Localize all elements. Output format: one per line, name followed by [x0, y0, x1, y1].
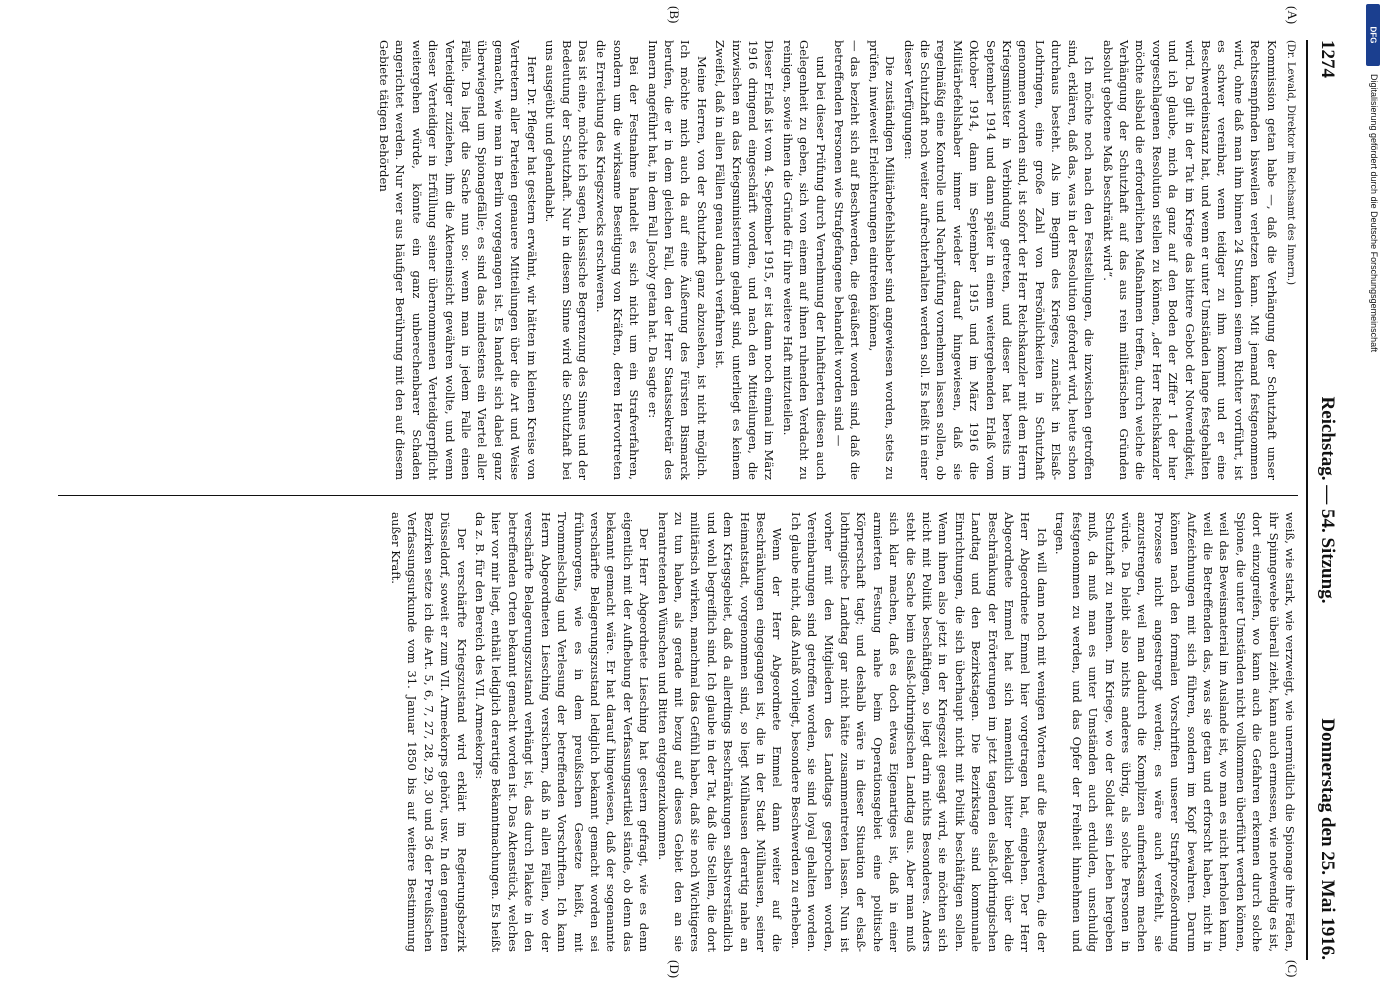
paragraph: Ich möchte noch nach den Feststellungen, die inzwischen getroffen sind, erklären, daß das, was in der Resolution gefordert wird, heute schon durchaus besteht. Als im Beginn des Krieges, zunächst in Elsaß-Lothringen, eine große Zahl von Persönlichkeiten in Schutzhaft genommen worden sind, ist sofort der Herr Reichskanzler mit dem Herrn Kriegsminister in Verbindung getreten, und dieser hat bereits im September 1914 und dann später in einem weitergehenden Erlaß vom Oktober 1914, dann im September 1915 und im März 1916 die Militärbefehlshaber immer wieder darauf hingewiesen, daß sie regelmäßig eine Kontrolle und Nachprüfung vornehmen lassen sollen, ob die Schutzhaft noch weiter aufrechterhalten werden soll. Es heißt in einer dieser Verfügungen:: [901, 40, 1096, 480]
funding-credit: Digitalisierung gefördert durch die Deutsche Forschungsgemeinschaft: [1369, 74, 1379, 353]
session-title: Reichstag. — 54. Sitzung.: [1316, 396, 1338, 604]
quoted-paragraph: Der verschärfte Kriegszustand wird erklärt im Regierungsbezirk Düsseldorf, soweit er zum VII. Armeekorps gehört, usw. In den genannten Bezirken setze ich die Art. 5, 6, 7, 27, 28, 29, 30 und 36 der Preußischen Verfassungsurkunde vom 31. Januar 1850 bis auf weitere Bestimmung außer Kraft.: [388, 512, 469, 952]
digitization-sidebar: [1364, 4, 1380, 996]
paragraph: Ich will dann noch mit wenigen Worten auf die Beschwerden, die der Herr Abgeordnete Emmel hier vorgetragen hat, eingehen. Der Herr Abgeordnete Emmel hat sich namentlich bitter beklagt über die Beschränkung der Erörterungen im jetzt tagenden elsaß-lothringischen Landtag und den Bezirkstagen. Die Bezirkstage sind kommunale Einrichtungen, die sich überhaupt nicht mit Politik beschäftigen sollen. Wenn ihnen also jetzt in der Kriegszeit gesagt wird, sie möchten sich nicht mit Politik beschäftigen, so liegt darin nichts Besonderes. Anders steht die Sache beim elsaß-lothringischen Landtag aus. Aber man muß sich klar machen, daß es doch etwas Eigenartiges ist, daß in einer armierten Festung nahe beim Operationsgebiet eine politische Körperschaft tagt; und deshalb wäre in dieser Situation der elsaß-lothringische Landtag gar nicht hätte zusammentreten lassen. Nun ist vorher mit den Mitgliedern des Landtags gesprochen worden, Vereinbarungen sind getroffen worden, sie sind loyal gehalten worden. Ich glaube nicht, daß Anlaß vorliegt, besondere Beschwerden zu erheben.: [788, 512, 1049, 952]
rotated-newspaper-sheet: [42, 6, 1342, 979]
page-header: [1306, 40, 1342, 960]
page-number: 1274: [1316, 40, 1338, 78]
paragraph: Kommission getan habe —, daß die Verhängung der Schutzhaft unser Rechtsempfinden bisweilen verletzen kann. Mit jemand festgenommen wird, ohne daß man ihm binnen 24 Stunden seinem Richter vorführt, ist es schwer vereinbar, wenn teidiger zu ihm kommt und er eine Beschwerdeinstanz hat, und wenn er unter Umständen lange festgehalten wird. Da gilt in der Tat im Kriege das bittere Gebot der Notwendigkeit, und ich glaube, mich da ganz auf den Boden der Ziffer 1 der hier vorgeschlagenen Resolution stellen zu können, „der Herr Reichskanzler möchte alsbald die erforderlichen Maßnahmen treffen, durch welche die Verhängung der Schutzhaft auf das aus rein militärischen Gründen absolut gebotene Maß beschränkt wird“.: [1100, 40, 1279, 480]
paragraph: weiß, wie stark, wie verzweigt, wie unermüdlich die Spionage ihre Fäden, ihr Spinngewebe überall zieht, kann auch ermessen, wie notwendig es ist, dort einzugreifen, wo kann auch die Gefahren erkennen durch solche Spione, die unter Umständen nicht vollkommen überführt werden können, weil das Beweismaterial im Auslande ist, wo man es nicht herholen kann, weil die Betreffenden das, was sie getan und erforscht haben, nicht in Aufzeichnungen mit sich führen, sondern im Kopf bewahren. Darum können nach den formalen Vorschriften unserer Strafprozeßordnung Prozesse nicht angestrengt werden; es wäre auch verfehlt, sie anzustrengen, weil man dadurch die Komplizen aufmerksam machen würde. Da bleibt also nichts anderes übrig, als solche Personen in Schutzhaft zu nehmen. Im Kriege, wo der Soldat sein Leben hergeben muß, da muß man es unter Umständen auch erdulden, unschuldig festgenommen zu werden, und das Opfer der Freiheit hinnehmen und tragen.: [1052, 512, 1297, 952]
paragraph: — das bezieht sich auf Beschwerden, die geäußert worden sind, daß die betreffenden Personen wie Strafgefangene behandelt worden sind —: [831, 40, 862, 480]
right-column: [385, 512, 1297, 952]
speaker-note: (Dr. Lewald, Direktor im Reichsamt des Innern.): [1284, 40, 1296, 285]
paragraph: Das ist eine, möchte ich sagen, klassische Begrenzung des Sinnes und der Bedeutung der Schutzhaft. Nur in diesem Sinne wird die Schutzhaft bei uns ausgeübt und gehandhabt.: [542, 40, 590, 480]
left-column: [373, 40, 1297, 480]
paragraph: Herr Dr. Pfleger hat gestern erwähnt, wir hätten im kleinen Kreise von Vertretern aller Parteien genauere Mitteilungen über die Art und Weise gemacht, wie man in Berlin vorgegangen ist. Es handelt sich dabei ganz überwiegend um Spionagefälle; es sind das mindestens ein Viertel aller Fälle. Da liegt die Sache nun so: wenn man in jedem Falle einen Verteidiger zuziehen, ihm die Akteneinsicht gewähren wollte, und wenn dieser Verteidiger in Erfüllung seiner übernommenen Verteidigerpflicht weitergehen würde, könnte ein ganz unberechenbarer Schaden angerichtet werden. Nur wer aus häufiger Berührung mit den auf diesem Gebiete tätigen Behörden: [376, 40, 539, 480]
column-divider: [58, 495, 1298, 496]
margin-marker-b: (B): [666, 6, 682, 24]
dfg-logo-text: DFG: [1368, 26, 1378, 44]
paragraph: Der Herr Abgeordnete Liesching hat gestern gefragt, wie es denn eigentlich mit der Aufhebung der Verfassungsartikel stände, ob denn das bekannt gemacht wäre. Er hat darauf hingewiesen, daß der sogenannte verschärfte Belagerungszustand lediglich bekannt gemacht worden sei frühmorgens, wie es in dem preußischen Gesetze heißt, mit Trommelschlag und Verlesung der betreffenden Vorschriften. Ich kann Herrn Abgeordneten Liesching versichern, daß in allen Fällen, wo der verschärfte Belagerungszustand verhängt ist, das durch Plakate in den betreffenden Orten bekannt gemacht worden ist. Das Aktenstück, welches hier vor mir liegt, enthält lediglich derartige Bekanntmachungen. Es heißt da z. B. für den Bereich des VII. Armeekorps:: [472, 512, 651, 952]
margin-marker-c: (C): [1284, 960, 1300, 978]
quoted-paragraph: Die zuständigen Militärbefehlshaber sind angewiesen worden, stets zu prüfen, inwieweit Erleichterungen eintreten können,: [866, 40, 897, 480]
paragraph: Dieser Erlaß ist vom 4. September 1915, er ist dann noch einmal im März 1916 dringend eingeschärft worden, und nach den Mitteilungen, die inzwischen an das Kriegsministerium gelangt sind, unterliegt es keinem Zweifel, daß in allen Fällen genau danach verfahren ist.: [712, 40, 776, 480]
paragraph: Meine Herren, von der Schutzhaft ganz abzusehen, ist nicht möglich. Ich möchte mich auch da auf eine Äußerung des Fürsten Bismarck berufen, die er in dem gleichen Fall, den der Herr Staatssekretär des Innern angeführt hat, in dem Fall Jacoby getan hat. Da sagte er:: [645, 40, 709, 480]
session-date: Donnerstag den 25. Mai 1916.: [1316, 718, 1338, 960]
margin-marker-a: (A): [1284, 6, 1300, 25]
margin-marker-d: (D): [666, 960, 682, 979]
dfg-logo: [1366, 4, 1380, 66]
quoted-paragraph: Bei der Festnahme handelt es sich nicht um ein Strafverfahren, sondern um die wirksame Beseitigung von Kräften, deren Hervortreten die Erreichung des Kriegszwecks erschweren.: [593, 40, 641, 480]
quoted-paragraph: und bei dieser Prüfung durch Vernehmung der Inhaftierten diesen auch Gelegenheit zu geben, sich von einem auf ihnen ruhenden Verdacht zu reinigen, sowie ihnen die Gründe für ihre weitere Haft mitzuteilen.: [780, 40, 828, 480]
paragraph: Wenn der Herr Abgeordnete Emmel dann weiter auf die Beschränkungen eingegangen ist, die in der Stadt Mülhausen, seiner Heimatstadt, vorgenommen sind, so liegt Mülhausen derartig nahe an dem Kriegsgebiet, daß da allerdings Beschränkungen selbstverständlich und wohl begreiflich sind. Ich glaube in der Tat, daß die Stellen, die dort militärisch wirken, manchmal das Gefühl haben, daß sie noch Wichtigeres zu tun haben, als gerade mit bezug auf dieses Gebiet den an sie herantretenden Wünschen und Bitten entgegenzukommen.: [655, 512, 784, 952]
